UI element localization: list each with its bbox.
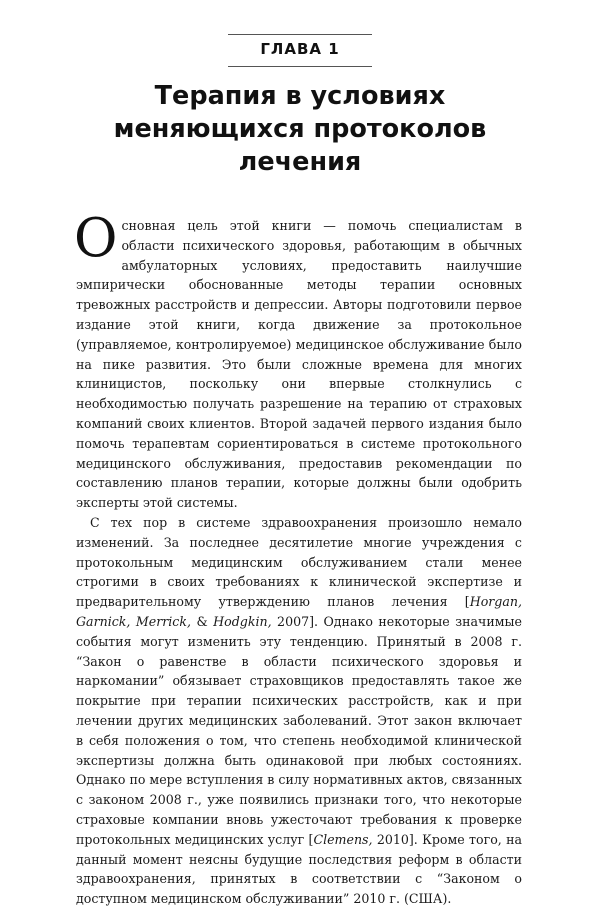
chapter-rule-bottom — [228, 66, 372, 67]
citation-author: Clemens, — [313, 831, 373, 847]
paragraph-1-text: сновная цель этой книги — помочь специалистам в области психического здоровья, работающим в обычных амбулаторных условиях, предоставить наилучшие эмпирически обоснованные методы терапии основных тревожных расстройств и депрессии. Авторы подготовили первое издание этой книги, когда движение за протокольное (управляемое, контролируемое) медицинское обслуживание было на пике развития. Это были сложные времена для многих клиницистов, поскольку они впервые столкнулись с необходимостью получать разрешение на терапию от страховых компаний своих клиентов. Второй задачей первого издания было помочь терапевтам сориентироваться в системе протокольного медицинского обслуживания, предоставив рекомендации по составлению планов терапии, которые должны были одобрить эксперты этой системы. — [76, 218, 522, 511]
citation-author: Hodgkin, — [213, 613, 272, 629]
body-text — [74, 208, 522, 909]
paragraph-2-text: С тех пор в системе здравоохранения произошло немало изменений. За последнее десятилетие многие учреждения с протокольным медицинским обслуживанием стали менее строгими в своих требованиях к клинической экспертизе и предварительному утверждению планов лечения [ — [76, 514, 522, 610]
chapter-title-line: меняющихся протоколов — [113, 114, 487, 144]
citation-authors: Horgan, Garnick, Merrick, — [76, 594, 522, 629]
paragraph-2-text: & — [190, 613, 214, 629]
chapter-title — [0, 80, 600, 179]
paragraph-2-text: 2010]. Кроме того, на данный момент неясны будущие последствия реформ в области здравоохранения, принятых в соответствии с “Законом о доступном медицинском обслуживании” 2010 г. (США). — [76, 831, 522, 907]
chapter-title-line: лечения — [238, 147, 362, 177]
chapter-title-line: Терапия в условиях — [154, 81, 446, 111]
paragraph-2-text: 2007]. Однако некоторые значимые события могут изменить эту тенденцию. Принятый в 2008 г. “Закон о равенстве в области психического здоровья и наркомании” обязывает страховщиков предоставлять такое же покрытие при терапии психических расстройств, как и при лечении других медицинских заболеваний. Этот закон включает в себя положения о том, что степень необходимой клинической экспертизы должна быть одинаковой при любых состояниях. Однако по мере вступления в силу нормативных актов, связанных с законом 2008 г., уже появились признаки того, что некоторые страховые компании вновь ужесточают требования к проверке протокольных медицинских услуг [ — [76, 613, 522, 847]
paragraph-2 — [76, 513, 522, 909]
chapter-rule-top — [228, 34, 372, 35]
drop-cap: О — [74, 208, 118, 269]
chapter-label: ГЛАВА 1 — [260, 40, 340, 58]
paragraph-1 — [74, 208, 522, 513]
